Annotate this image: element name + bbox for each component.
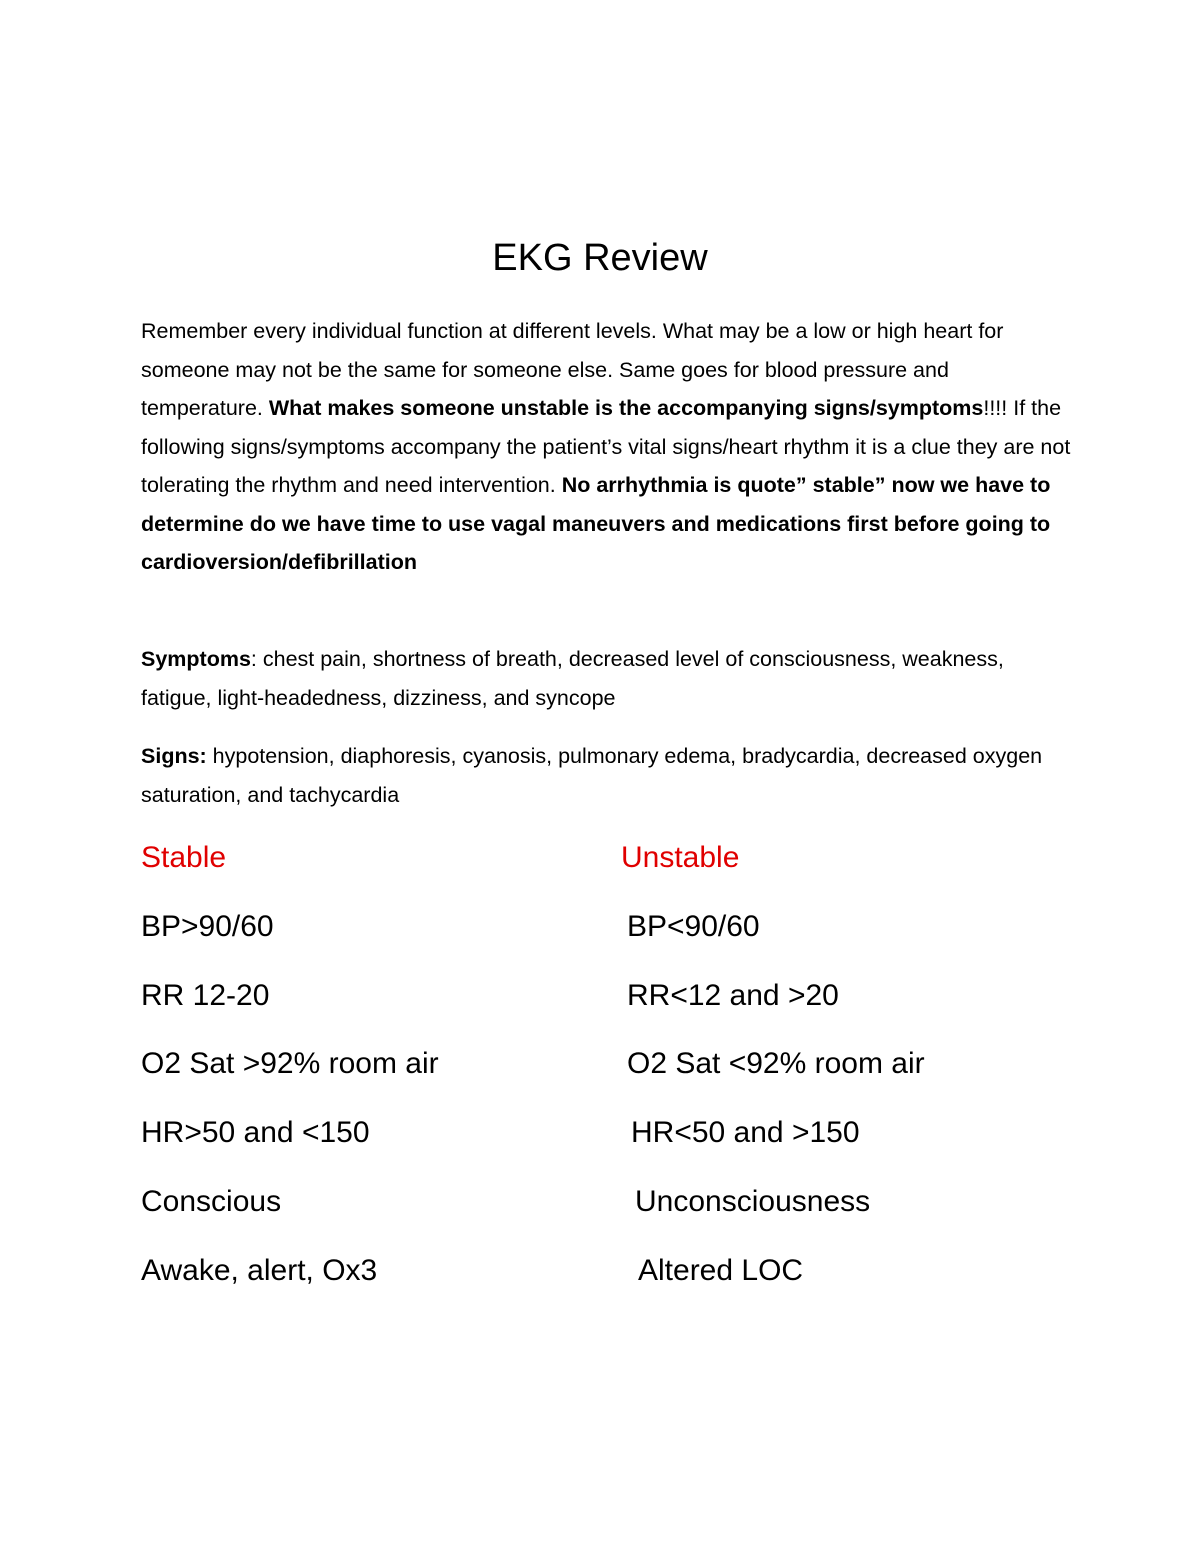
intro-bold-2: No arrhythmia is quote” stable” now we have to determine do we have time to use vagal maneuvers and medications first before going to cardioversion/defibrillation [141, 473, 1051, 574]
intro-paragraph [141, 312, 1071, 582]
stable-item-rr: RR 12-20 [141, 979, 270, 1012]
signs-label: Signs: [141, 744, 207, 768]
intro-bold-1: What makes someone unstable is the accompanying signs/symptoms [268, 396, 984, 420]
intro-text-1: Remember every individual function at different levels. What may be a low or high heart for someone may not be the same for someone else. Same goes for blood pressure and temperature. [141, 319, 1004, 420]
intro-text-2: !!!! If the following signs/symptoms accompany the patient’s vital signs/heart rhythm it is a clue they are not tolerating the rhythm and need intervention. [141, 396, 1071, 497]
stable-item-hr: HR>50 and <150 [141, 1116, 370, 1149]
symptoms-label: Symptoms [141, 647, 251, 671]
unstable-item-hr: HR<50 and >150 [631, 1116, 860, 1149]
signs-text: hypotension, diaphoresis, cyanosis, pulmonary edema, bradycardia, decreased oxygen saturation, and tachycardia [141, 744, 1043, 807]
stable-item-conscious: Conscious [141, 1185, 282, 1218]
unstable-item-loc: Altered LOC [638, 1254, 804, 1287]
unstable-item-bp: BP<90/60 [627, 910, 760, 943]
stable-item-bp: BP>90/60 [141, 910, 274, 943]
stable-item-o2: O2 Sat >92% room air [141, 1047, 439, 1080]
unstable-item-o2: O2 Sat <92% room air [627, 1047, 925, 1080]
unstable-item-rr: RR<12 and >20 [627, 979, 839, 1012]
stable-item-alert: Awake, alert, Ox3 [141, 1254, 378, 1287]
signs-paragraph [141, 737, 1071, 814]
unstable-item-conscious: Unconsciousness [635, 1185, 871, 1218]
symptoms-paragraph [141, 640, 1071, 717]
unstable-heading: Unstable [621, 841, 740, 874]
symptoms-text: : chest pain, shortness of breath, decreased level of consciousness, weakness, fatigue, light-headedness, dizziness, and syncope [141, 647, 1004, 710]
page-title: EKG Review [492, 237, 708, 279]
stable-heading: Stable [141, 841, 227, 874]
